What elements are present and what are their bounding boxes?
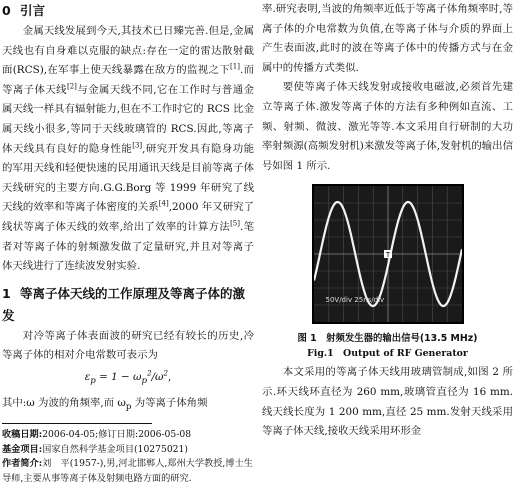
figure-caption-chinese: 图 1 射频发生器的输出信号(13.5 MHz): [297, 333, 478, 345]
footnote-received: 收稿日期:2006-04-05;修订日期:2006-05-08: [2, 429, 192, 441]
oscilloscope-scale-label: 50V/div 25ns/div: [325, 295, 385, 304]
section-heading-principle: 1 等离子体天线的工作原理及等离子体的激发: [2, 285, 246, 323]
footnote-author: 作者简介:刘 平(1957-),男,河北邯郸人,郑州大学教授,博士生导师,主要从事等离子体及射频电路方面的研究.: [2, 458, 253, 484]
footnote-divider: [2, 423, 152, 424]
svg-text:T: T: [385, 251, 390, 260]
oscilloscope-figure: [312, 184, 464, 324]
equation-permittivity: $\varepsilon_p = 1 - \omega_p^2/\omega^2$,: [84, 369, 172, 386]
excitation-paragraph: 要使等离子体天线发射或接收电磁波,必须首先建立等离子体.激发等离子体的方法有多种例如直流、工频、射频、微波、激光等等.本文采用自行研制的大功率射频源(高频发射机)来激发等离子体,发射机的输出信号如图 1 所示.: [262, 81, 513, 172]
intro-paragraph: 金属天线发展到今天,其技术已日臻完善.但是,金属天线也有自身难以克服的缺点:存在一定的雷达散射截面(RCS),在军事上使天线暴露在敌方的监视之下[1].而等离子体天线[2]与金属天线不同,它在工作时与普通金属天线一样具有辐射能力,但在不工作时它的 RCS 比金属天线小很多,等同于天线玻璃管的 RCS.因此,等离子体天线具有良好的隐身性能[3],研究开发具有隐身功能的军用天线和轻便快速的民用通讯天线是目前等离子体天线研究的主要方向.G.G.Borg 等 1999 年研究了线天线的效率和等离子体密度的关系[4],2000 年又研究了线状等离子体天线的效率,给出了效率的计算方法[5].笔者对等离子体的射频激发做了定量研究,并且对等离子体天线进行了连续波发射实验.: [2, 25, 255, 273]
footnote-funding: 基金项目:国家自然科学基金项目(10275021): [2, 443, 188, 455]
citation: [3]: [132, 141, 143, 150]
continued-paragraph: 率.研究表明,当波的角频率近低于等离子体角频率时,等离子体的介电常数为负值,在等离子体与介质的界面上产生表面波,此时的波在等离子体中的传播方式与在金属中的传播方式类似.: [262, 3, 513, 74]
citation: [1]: [230, 62, 240, 71]
citation: [4]: [158, 199, 169, 208]
left-column: [2, 0, 254, 486]
figure-caption-english: Fig.1 Output of RF Generator: [307, 348, 468, 360]
right-column: [262, 0, 513, 442]
section-heading-intro: 0 引言: [2, 3, 46, 18]
equation-explanation: 其中:ω 为波的角频率,而 $\omega_p$ 为等离子体角频: [2, 396, 208, 412]
citation: [5]: [230, 219, 240, 228]
citation: [2]: [67, 82, 77, 91]
antenna-paragraph: 本文采用的等离子体天线用玻璃管制成,如图 2 所示.环天线环直径为 260 mm,玻璃管直径为 16 mm.线天线长度为 1 200 mm,直径 25 mm.发射天线采用等离子体天线,接收天线采用环形金: [262, 366, 513, 438]
principle-paragraph: 对冷等离子体表面波的研究已经有较长的历史,冷等离子体的相对介电常数可表示为: [2, 329, 254, 362]
